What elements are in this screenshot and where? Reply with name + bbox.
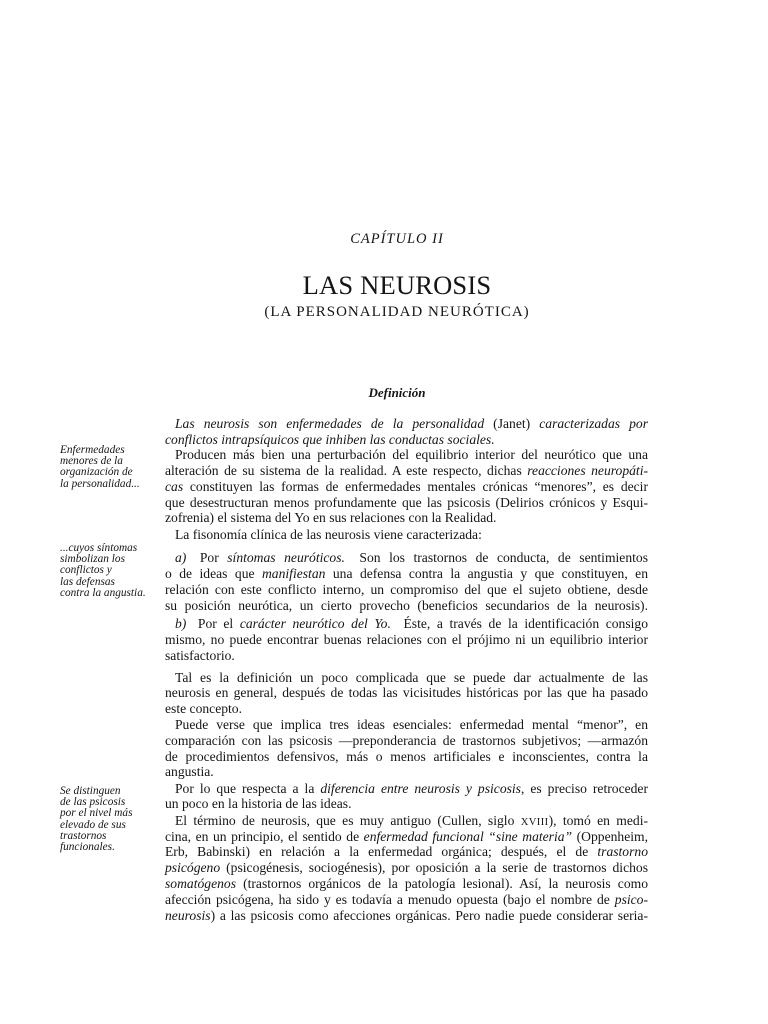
text-run: una defensa contra la angustia y que constituyen, en xyxy=(325,566,648,581)
italic-run: diferencia entre neurosis y psicosis xyxy=(320,781,521,796)
text-run: Por xyxy=(191,550,228,565)
margin-note-line: elevado de sus xyxy=(60,818,126,831)
text-run: Son los trastornos de conducta, de sentimientos xyxy=(350,550,648,565)
list-label: b) xyxy=(175,616,187,631)
margin-note-line: la personalidad... xyxy=(60,477,140,490)
body-line: conflictos intrapsíquicos que inhiben las conductas sociales. xyxy=(165,432,495,447)
italic-run: psicógeno xyxy=(165,860,221,875)
italic-run: somatógenos xyxy=(165,876,236,891)
body-line xyxy=(165,463,648,479)
section-heading: Definición xyxy=(368,385,426,400)
text-run: (Janet) xyxy=(484,416,540,431)
body-line xyxy=(175,616,648,632)
body-line xyxy=(165,892,648,908)
text-run: El término de neurosis, que es muy antiguo (Cullen, siglo xyxy=(175,813,521,828)
text-run: (psicogénesis, sociogénesis), por oposición a la serie de trastornos dichos xyxy=(220,860,648,875)
italic-run: trastorno xyxy=(597,844,648,859)
body-line: angustia. xyxy=(165,764,214,779)
body-line: Tal es la definición un poco complicada que se puede dar actualmente de las xyxy=(175,670,648,685)
italic-run: caracterizadas por xyxy=(539,416,648,431)
text-run: afección psicógena, ha sido y es todavía a menudo opuesta (bajo el nombre de xyxy=(165,892,615,907)
body-line: un poco en la historia de las ideas. xyxy=(165,796,352,811)
text-run: alteración de su sistema de la realidad. A este respecto, dichas xyxy=(165,463,528,478)
margin-note-line: las defensas xyxy=(60,575,115,588)
margin-note-line: funcionales. xyxy=(60,841,115,854)
chapter-title: LAS NEUROSIS xyxy=(302,270,492,300)
margin-note-line: organización de xyxy=(60,466,133,479)
margin-note-line: menores de la xyxy=(60,455,123,468)
body-line: este concepto. xyxy=(165,701,242,716)
margin-note-line: simbolizan los xyxy=(60,553,125,566)
text-run: Por el xyxy=(191,616,240,631)
text-run: cina, en un principio, el sentido de xyxy=(165,829,364,844)
text-run: (trastornos orgánicos de la patología lesional). Así, la neurosis como xyxy=(236,876,648,891)
body-line: mismo, no puede encontrar buenas relaciones con el prójimo ni un equilibrio interior xyxy=(165,632,648,647)
body-line: de procedimientos defensivos, más o menos artificiales e inconscientes, contra la xyxy=(165,749,648,764)
italic-run: neurosis xyxy=(165,908,211,923)
italic-run: manifiestan xyxy=(261,566,326,581)
body-line: que desestructuran menos profundamente que las psicosis (Delirios crónicos y Esqui- xyxy=(165,495,648,510)
body-line: comparación con las psicosis —preponderancia de trastornos subjetivos; —armazón xyxy=(165,733,648,748)
italic-run: Las neurosis son enfermedades de la personalidad xyxy=(175,416,485,431)
text-run: constituyen las formas de enfermedades mentales crónicas “menores”, es decir xyxy=(183,479,648,494)
text-run: ) a las psicosis como afecciones orgánicas. Pero nadie puede considerar seria- xyxy=(210,908,648,923)
body-line xyxy=(175,781,648,797)
body-line: zofrenia) el sistema del Yo en sus relaciones con la Realidad. xyxy=(165,510,497,525)
italic-run: psico- xyxy=(614,892,648,907)
body-line: Puede verse que implica tres ideas esenciales: enfermedad mental “menor”, en xyxy=(175,717,648,732)
text-run: Éste, a través de la identificación consigo xyxy=(396,616,648,631)
text-run: ), tomó en medi- xyxy=(548,813,648,828)
text-run: Por lo que respecta a la xyxy=(175,781,321,796)
body-line: relación con este conflicto interno, un compromiso del que el sujeto obtiene, desde xyxy=(165,582,648,597)
body-line: Producen más bien una perturbación del equilibrio interior del neurótico que una xyxy=(175,447,648,462)
text-run: (Oppenheim, xyxy=(572,829,648,844)
body-line: La fisonomía clínica de las neurosis viene caracterizada: xyxy=(175,527,482,542)
body-line: neurosis en general, después de todas las vicisitudes históricas por las que ha pasado xyxy=(165,685,648,700)
margin-note-line: de las psicosis xyxy=(60,796,126,809)
italic-run: enfermedad funcional “sine materia” xyxy=(363,829,573,844)
body-line xyxy=(165,844,648,860)
margin-note-line: ...cuyos síntomas xyxy=(60,542,138,554)
small-caps-run: XVIII xyxy=(520,817,549,828)
italic-run: síntomas neuróticos. xyxy=(227,550,345,565)
body-line xyxy=(165,829,648,845)
italic-run: carácter neurótico del Yo. xyxy=(239,616,391,631)
body-line xyxy=(165,860,648,876)
margin-note xyxy=(60,786,160,853)
margin-note-line: Se distinguen xyxy=(60,785,121,797)
body-line xyxy=(175,813,648,829)
body-line xyxy=(175,550,648,566)
body-line: satisfactorio. xyxy=(165,648,235,663)
margin-note-line: por el nivel más xyxy=(60,807,133,820)
chapter-label: CAPÍTULO II xyxy=(350,231,444,247)
body-line xyxy=(165,566,648,582)
body-line xyxy=(165,479,648,495)
list-label: a) xyxy=(175,550,187,565)
text-run: Erb, Babinski) en relación a la enfermedad orgánica; después, el de xyxy=(165,844,598,859)
body-line xyxy=(175,416,648,432)
margin-note-line: conflictos y xyxy=(60,564,112,577)
text-run: o de ideas que xyxy=(165,566,262,581)
margin-note-line: trastornos xyxy=(60,829,107,842)
italic-run: reacciones neuropáti- xyxy=(527,463,648,478)
body-line: su posición neurótica, un cierto provecho (beneficios secundarios de la neurosis). xyxy=(165,598,648,613)
body-line xyxy=(165,908,648,924)
text-run: , es preciso retroceder xyxy=(520,781,648,796)
margin-note-line: contra la angustia. xyxy=(60,586,146,599)
chapter-subtitle: (LA PERSONALIDAD NEURÓTICA) xyxy=(264,304,530,320)
margin-note xyxy=(60,543,160,599)
italic-run: cas xyxy=(165,479,184,494)
margin-note-line: Enfermedades xyxy=(60,444,125,456)
margin-note xyxy=(60,445,160,490)
body-line xyxy=(165,876,648,892)
